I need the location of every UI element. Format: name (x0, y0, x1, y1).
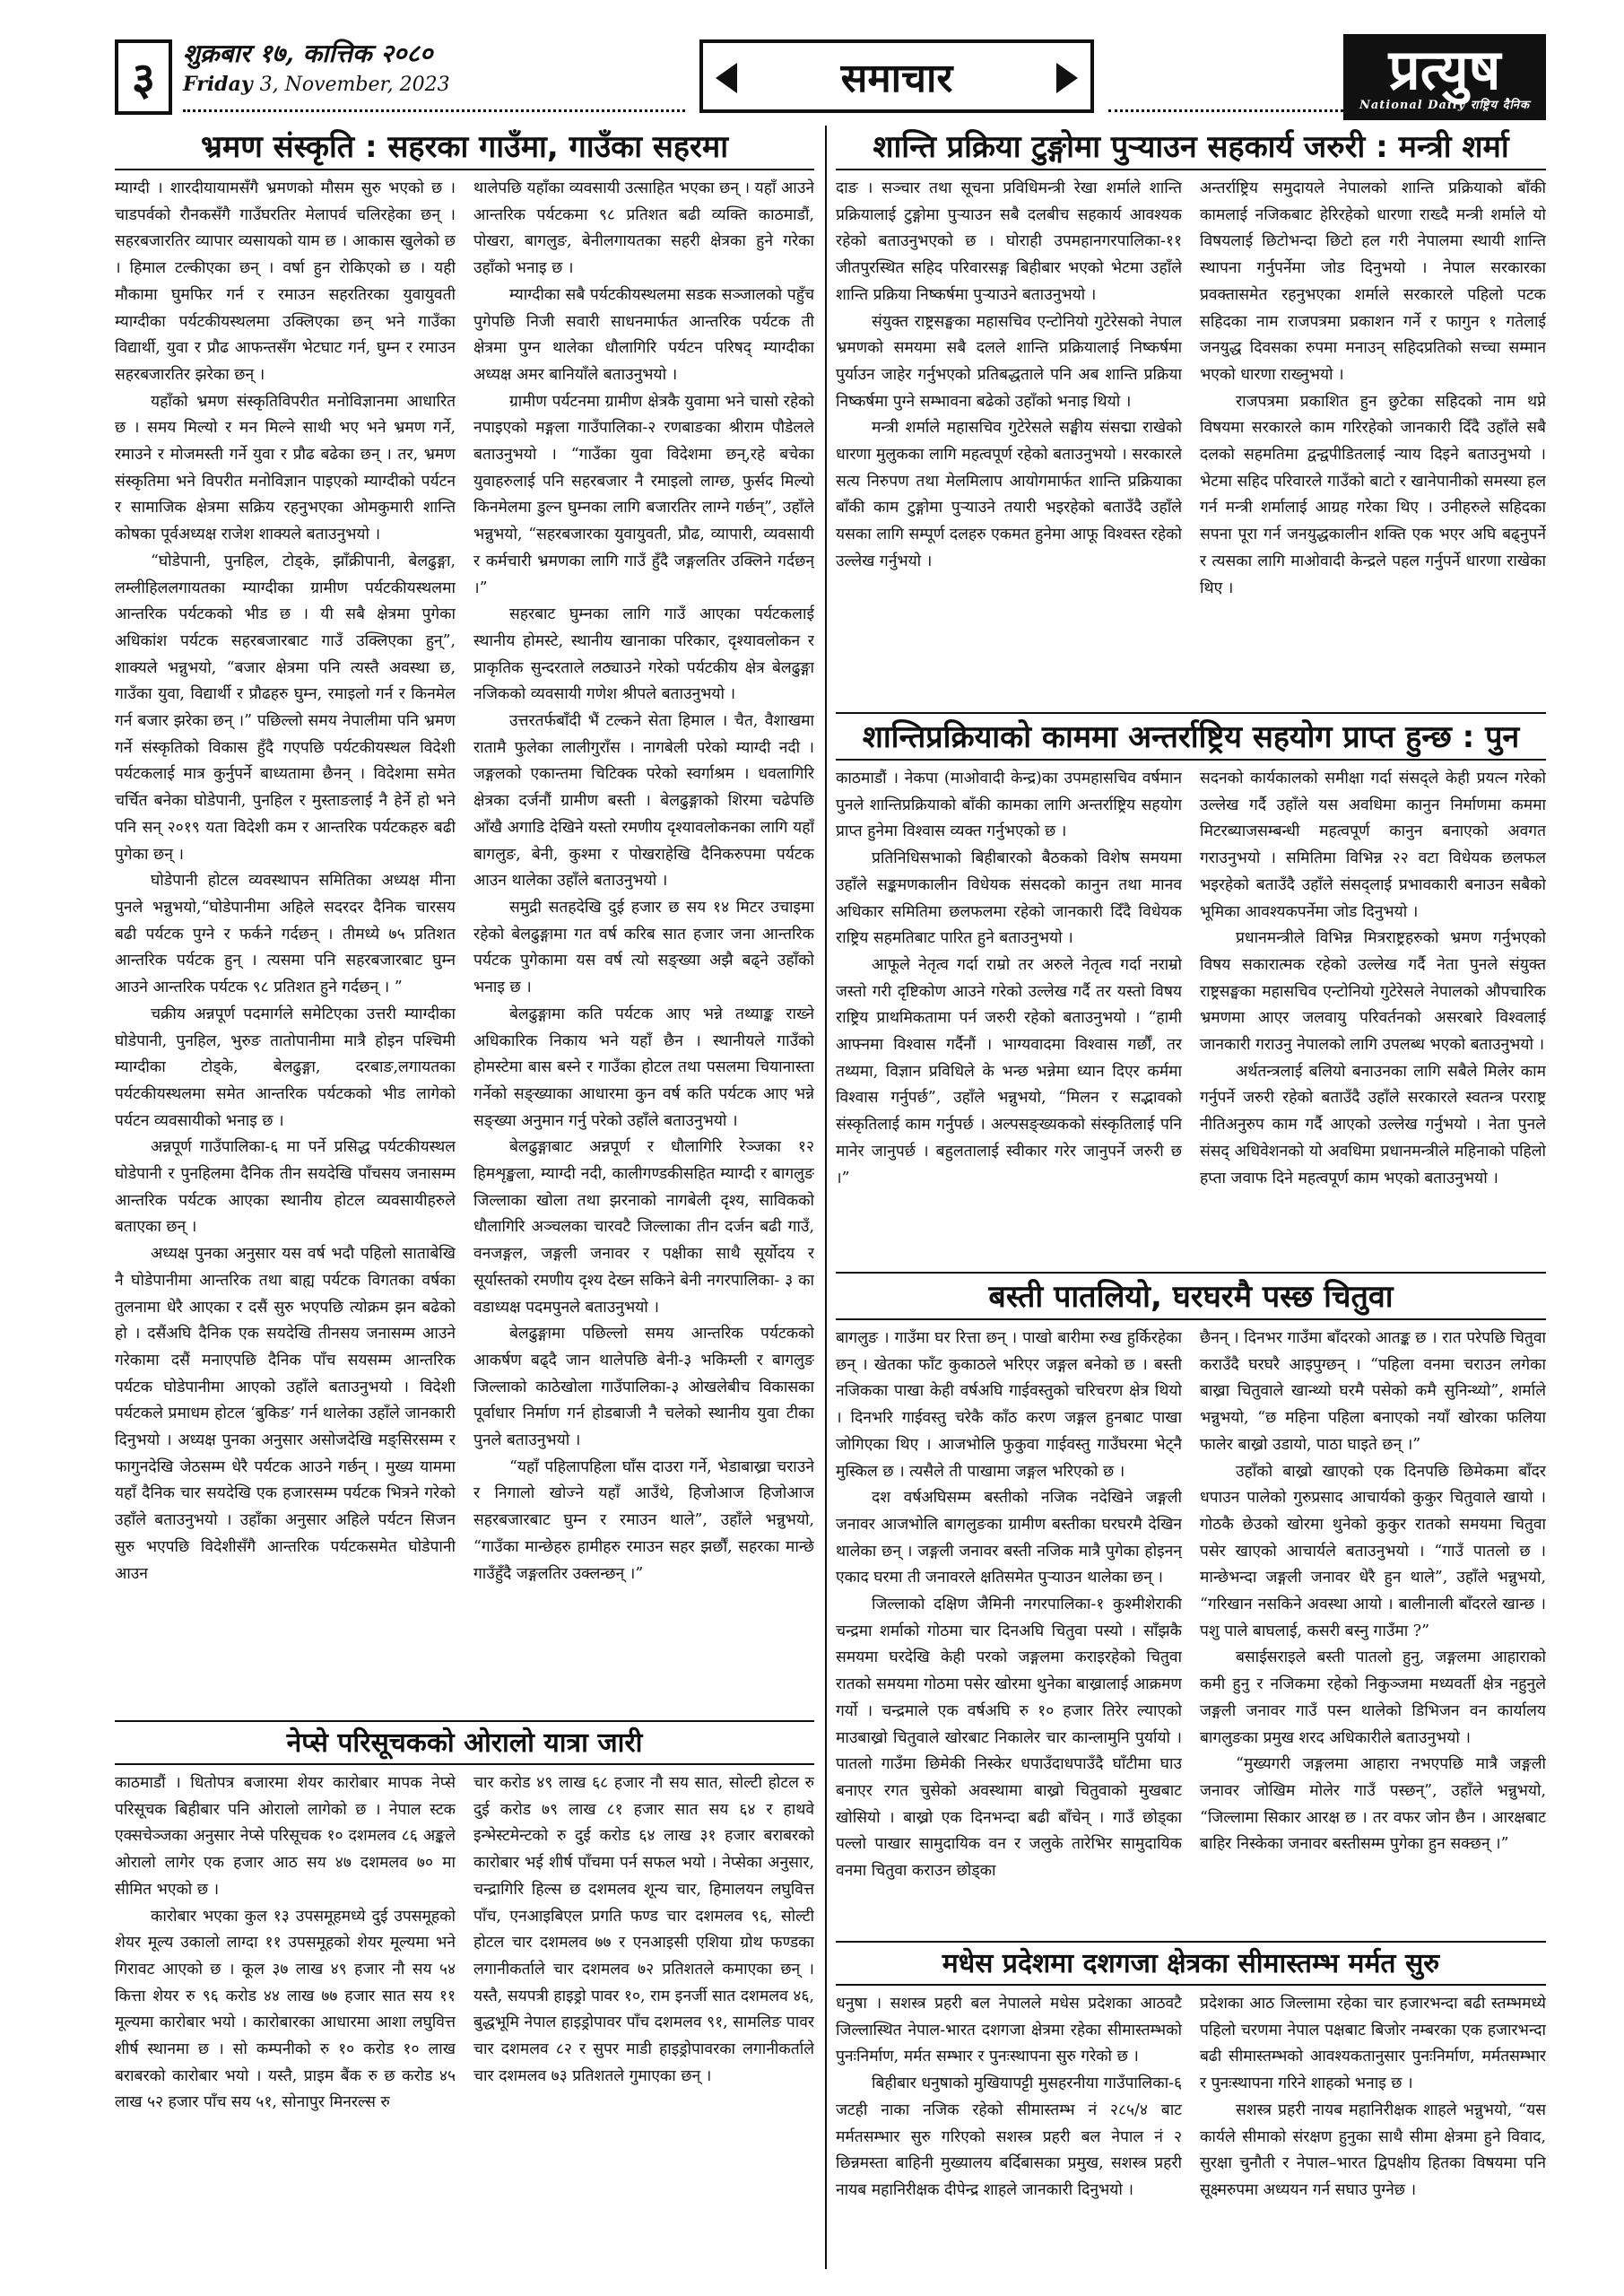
paragraph: घोडेपानी होटल व्यवस्थापन समितिका अध्यक्ष मीना पुनले भन्नुभयो,“घोडेपानीमा अहिले सदरदर दैनिक चारसय बढी पर्यटक पुग्ने र फर्कने गर्दछन् । तीमध्ये ७५ प्रतिशत आन्तरिक पर्यटक हुन् । त्यसमा पनि सहरबजारबाट घुम्न आउने आन्तरिक पर्यटक ९८ प्रतिशत हुने गर्दछन् । ” (115, 872, 456, 997)
paragraph: मन्त्री शर्माले महासचिव गुटेरेसले सङ्घीय संसद्मा राखेको धारणा मुलुकका लागि महत्वपूर्ण रहेको बताउनुभयो । सरकारले सत्य निरुपण तथा मेलमिलाप आयोगमार्फत शान्ति प्रक्रियाका बाँकी काम टुङ्गोमा पुऱ्याउने तयारी भइरहेको बताउँदै उहाँले यसका लागि सम्पूर्ण दलहरु एकमत हुनेमा आफू विश्वस्त रहेको उल्लेख गर्नुभयो । (836, 419, 1182, 570)
article-peace (836, 127, 1546, 709)
paragraph: संयुक्त राष्ट्रसङ्घका महासचिव एन्टोनियो गुटेरेसको नेपाल भ्रमणको समयमा सबै दलले शान्ति प्रक्रियालाई निष्कर्षमा पुर्याउन जाहेर गर्नुभएको प्रतिबद्धताले पनि अब शान्ति प्रक्रिया निष्कर्षमा पुग्ने सम्भावना बढेको उहाँको भनाइ थियो । (836, 312, 1182, 411)
masthead (115, 34, 1546, 124)
paragraph: अध्यक्ष पुनका अनुसार यस वर्ष भदौ पहिलो साताबेखि नै घोडेपानीमा आन्तरिक तथा बाह्य पर्यटक विगतका वर्षका तुलनामा धेरै आएका र दसैं सुरु भएपछि त्योक्रम झन बढेको हो । दसैंअघि दैनिक एक सयदेखि तीनसय जनासम्म आउने गरेकामा दसैं मनाएपछि दैनिक पाँच सयसम्म आन्तरिक पर्यटक घोडेपानीमा आएको उहाँले बताउनुभयो । विदेशी पर्यटकले प्रमाधम होटल ‘बुकिङ’ गर्न थालेका उहाँले जानकारी दिनुभयो । अध्यक्ष पुनका अनुसार असोजदेखि मङ्सिरसम्म र फागुनदेखि जेठसम्म धेरै पर्यटक आउने गर्छन् । मुख्य याममा यहाँ दैनिक चार सयदेखि एक हजारसम्म पर्यटक भित्रने गरेको उहाँले बताउनुभयो । उहाँका अनुसार अहिले पर्यटन सिजन सुरु भएपछि विदेशीसँगै आन्तरिक पर्यटकसमेत घोडेपानी आउन (115, 1245, 456, 1583)
paragraph: सशस्त्र प्रहरी नायब महानिरीक्षक शाहले भन्नुभयो, “यस कार्यले सीमाको संरक्षण हुनुका साथै सीमा क्षेत्रमा हुने विवाद, सुरक्षा चुनौती र नेपाल–भारत द्विपक्षीय हितका विषयमा पनि सूक्ष्मरुपमा अध्ययन गर्न सघाउ पुग्नेछ । (1200, 2100, 1546, 2199)
article-leopard (836, 1272, 1546, 1931)
article-headline: बस्ती पातलियो, घरघरमै पस्छ चितुवा (988, 1279, 1394, 1315)
paragraph: आफूले नेतृत्व गर्दा राम्रो तर अरुले नेतृत्व गर्दा नराम्रो जस्तो गरी दृष्टिकोण आउने गरेको उल्लेख गर्दै तर यस्तो विषय राष्ट्रिय प्राथमिकतामा पर्न जरुरी रहेको बताउनुभयो । “हामी आफ्नमा विश्वास गर्दैनौं । भाग्यवादमा विश्वास गर्छौं, तर तथ्यमा, विज्ञान प्रविधिले के भन्छ भन्नेमा ध्यान दिएर कर्ममा विश्वास गर्नुपर्छ”, उहाँले भन्नुभयो, “मिलन र सद्भावको संस्कृतिलाई काम गर्नुपर्छ । अल्पसङ्ख्यकको संस्कृतिलाई पनि मानेर जानुपर्छ । बहुलतालाई स्वीकार गरेर जानुपर्ने जरुरी छ ।” (836, 955, 1182, 1187)
paragraph: अन्नपूर्ण गाउँपालिका-६ मा पर्ने प्रसिद्ध पर्यटकीयस्थल घोडेपानी र पुनहिलमा दैनिक तीन सयदेखि पाँचसय जनासम्म आन्तरिक पर्यटक आएका स्थानीय होटल व्यवसायीहरुले बताएका छन् । (115, 1138, 456, 1237)
article-column (1200, 1326, 1546, 1931)
date-nepali: शुक्रबार १७, कात्तिक २०८० (183, 39, 433, 68)
paragraph: जिल्लाको दक्षिण जैमिनी नगरपालिका-१ कुश्मीशेराकी चन्द्रमा शर्माको गोठमा चार दिनअघि चितुवा पस्यो । साँझकै समयमा घरदेखि केही परको जङ्गलमा कराइरहेको चितुवा रातको समयमा गोठमा पसेर खोरमा थुनेका बाख्रालाई आक्रमण गर्यो । चन्द्रमाले एक वर्षअघि रु १० हजार तिरेर ल्याएको माउबाख्रो चितुवाले खोरबाट निकालेर चार कान्लामुनि पुर्यायो । पातलो गाउँमा छिमेकी निस्केर धपाउँदाधपाउँदै घाँटीमा घाउ बनाएर रगत चुसेको अवस्थामा बाख्रो चितुवाको मुखबाट खोसियो । बाख्रो एक दिनभन्दा बढी बाँचेन् । गाउँ छोड्का पल्लो पाखार सामुदायिक वन र जलुके तारेभिर सामुदायिक वनमा चितुवा कराउन छोड्का (836, 1596, 1182, 1881)
article-headline: मधेस प्रदेशमा दशगजा क्षेत्रका सीमास्तम्भ मर्मत सुरु (942, 1948, 1440, 1979)
logo-text: प्रत्युष (1388, 37, 1501, 102)
article-column (1200, 176, 1546, 709)
section-title: समाचार (840, 56, 953, 101)
paragraph: “यहाँ पहिलापहिला घाँस दाउरा गर्ने, भेडाबाख्रा चराउने र निगालो खोज्ने यहाँ आउँथे, हिजोआज हिजोआज सहरबजारबाट घुम्न र रमाउन थाले”, उहाँले भन्नुभयो, “गाउँका मान्छेहरु हामीहरु रमाउन सहर झर्छौं, सहरका मान्छे गाउँहुँदै जङ्गलतिर उक्लन्छन् ।” (473, 1457, 814, 1583)
paragraph: दाङ । सञ्चार तथा सूचना प्रविधिमन्त्री रेखा शर्माले शान्ति प्रक्रियालाई टुङ्गोमा पुऱ्याउन सबै दलबीच सहकार्य आवश्यक रहेको बताउनुभएको छ । घोराही उपमहानगरपालिका-११ जीतपुरस्थित सहिद परिवारसङ्ग बिहीबार भएको भेटमा उहाँले शान्ति प्रक्रिया निष्कर्षमा पुऱ्याउने बताउनुभयो । (836, 179, 1182, 304)
paragraph: यहाँको भ्रमण संस्कृतिविपरीत मनोविज्ञानमा आधारित छ । समय मिल्यो र मन मिल्ने साथी भए भने भ्रमण गर्ने, रमाउने र मोजमस्ती गर्ने युवा र प्रौढ बढेका छन् । तर, भ्रमण संस्कृतिमा भने विपरीत मनोविज्ञान पाइएको म्याग्दीको पर्यटन र सामाजिक क्षेत्रमा सक्रिय रहनुभएका ओमकुमारी शान्ति कोषका पूर्वअध्यक्ष राजेश शाक्यले बताउनुभयो । (115, 392, 456, 544)
left-arrow-icon (716, 63, 737, 93)
section-rule (836, 1941, 1546, 1943)
date-english-day: Friday (183, 73, 253, 96)
section-rule (115, 1720, 814, 1722)
article-column (836, 766, 1182, 1277)
paragraph: बेलढुङ्गाबाट अन्नपूर्ण र धौलागिरि रेञ्जका १२ हिमशृङ्खला, म्याग्दी नदी, कालीगण्डकीसहित म्याग्दी र बागलुङ जिल्लाका खोला तथा झरनाको नागबेली दृश्य, साविकको धौलागिरि अञ्चलका चारवटै जिल्लाका तीन दर्जन बढी गाउँ, वनजङ्गल, जङ्गली जनावर र पक्षीका साथै सूर्योदय र सूर्यास्तको रमणीय दृश्य देख्न सकिने बेनी नगरपालिका- ३ का वडाध्यक्ष पदमपुनले बताउनुभयो । (473, 1138, 814, 1317)
article-column (836, 176, 1182, 709)
paragraph: प्रधानमन्त्रीले विभिन्न मित्रराष्ट्रहरुको भ्रमण गर्नुभएको विषय सकारात्मक रहेको उल्लेख गर्दै नेता पुनले संयुक्त राष्ट्रसङ्घका महासचिव एन्टोनियो गुटेरेसले नेपालको औपचारिक भ्रमणमा आएर जलवायु परिवर्तनको असरबारे विश्वलाई जानकारी गराउनु नेपालको लागि उपलब्ध भएको बताउनुभयो । (1200, 929, 1546, 1055)
paragraph: प्रदेशका आठ जिल्लामा रहेका चार हजारभन्दा बढी स्तम्भमध्ये पहिलो चरणमा नेपाल पक्षबाट बिजोर नम्बरका एक हजारभन्दा बढी सीमास्तम्भको आवश्यकतानुसार पुनःनिर्माण, मर्मतसम्भार र पुनःस्थापना गरिने शाहको भनाइ छ । (1200, 1995, 1546, 2093)
article-headline: शान्तिप्रक्रियाको काममा अन्तर्राष्ट्रिय सहयोग प्राप्त हुन्छ : पुन (862, 719, 1520, 755)
headline-rule (836, 759, 1546, 761)
paragraph: बसाईसराइले बस्ती पातलो हुनु, जङ्गलमा आहाराको कमी हुनु र नजिकमा रहेको निकुञ्जमा मध्यवर्ती क्षेत्र नहुनुले जङ्गली जनावर गाउँ पस्न थालेको डिभिजन वन कार्यालय बागलुङका प्रमुख शरद अधिकारीले बताउनुभयो । (1200, 1648, 1546, 1747)
paragraph: दश वर्षअघिसम्म बस्तीको नजिक नदेखिने जङ्गली जनावर आजभोलि बागलुङका ग्रामीण बस्तीका घरघरमै देखिन थालेका छन् । जङ्गली जनावर बस्ती नजिक मात्रै पुगेका होइनन् एकाद घरमा ती जनावरले क्षतिसमेत पुऱ्याउन थालेका छन् । (836, 1489, 1182, 1587)
paragraph: “घोडेपानी, पुनहिल, टोड्के, झाँक्रीपानी, बेलढुङ्गा, लम्लीहिललगायतका म्याग्दीका ग्रामीण पर्यटकीयस्थलमा आन्तरिक पर्यटकको भीड छ । यी सबै क्षेत्रमा पुगेका अधिकांश पर्यटक सहरबजारबाट गाउँ उक्लिएका हुन्”, शाक्यले भन्नुभयो, “बजार क्षेत्रमा पनि त्यस्तै अवस्था छ, गाउँका युवा, विद्यार्थी र प्रौढहरु घुम्न, रमाइलो गर्न र किनमेल गर्न बजार झरेका छन् ।” पछिल्लो समय नेपालीमा पनि भ्रमण गर्ने संस्कृतिको विकास हुँदै गएपछि पर्यटकीयस्थल विदेशी पर्यटकलाई मात्र कुर्नुपर्ने बाध्यतामा छैनन् । विदेशमा समेत चर्चित बनेका घोडेपानी, पुनहिल र मुस्ताङलाई नै हेर्ने हो भने पनि सन् २०१९ यता विदेशी कम र आन्तरिक पर्यटकहरु बढी पुगेका छन् । (115, 552, 456, 864)
headline-rule (836, 1318, 1546, 1320)
article-headline: नेप्से परिसूचकको ओरालो यात्रा जारी (286, 1727, 643, 1759)
paragraph: अर्थतन्त्रलाई बलियो बनाउनका लागि सबैले मिलेर काम गर्नुपर्ने जरुरी रहेको बताउँदै उहाँले सरकारले स्वतन्त्र परराष्ट्र नीतिअनुरुप काम गर्दै आएको उल्लेख गर्नुभयो । नेता पुनले संसद् अधिवेशनको यो अवधिमा प्रधानमन्त्रीले महिनाको पहिलो हप्ता जवाफ दिने महत्वपूर्ण काम भएको बताउनुभयो । (1200, 1062, 1546, 1187)
date-block (183, 38, 506, 100)
article-column (473, 1770, 814, 2259)
headline-rule (115, 1763, 814, 1765)
logo-subtitle: National Daily राष्ट्रिय दैनिक (1359, 99, 1531, 112)
article-column (836, 1326, 1182, 1931)
paragraph: छैनन् । दिनभर गाउँमा बाँदरको आतङ्क छ । रात परेपछि चितुवा कराउँदै घरघरै आइपुग्छन् । “पहिला वनमा चराउन लगेका बाख्रा चितुवाले खान्थ्यो घरमै पसेको कमै सुनिन्थ्यो”, शर्माले भन्नुभयो, “छ महिना पहिला बनाएको नयाँ खोरका फलिया फालेर बाख्रो उडायो, पाठा घाइते छन् ।” (1200, 1329, 1546, 1454)
date-english-line (183, 70, 506, 100)
article-headline: भ्रमण संस्कृति : सहरका गाउँमा, गाउँका सहरमा (200, 129, 729, 165)
headline-rule (836, 1984, 1546, 1986)
article-headline: शान्ति प्रक्रिया टुङ्गोमा पुऱ्याउन सहकार्य जरुरी : मन्त्री शर्मा (873, 129, 1509, 165)
paragraph: काठमाडौं । नेकपा (माओवादी केन्द्र)का उपमहासचिव वर्षमान पुनले शान्तिप्रक्रियाको बाँकी कामका लागि अन्तर्राष्ट्रिय सहयोग प्राप्त हुनेमा विश्वास व्यक्त गर्नुभएको छ । (836, 770, 1182, 841)
section-rule (836, 1272, 1546, 1274)
paragraph: बेलढुङ्गामा पछिल्लो समय आन्तरिक पर्यटकको आकर्षण बढ्दै जान थालेपछि बेनी-३ भकिम्ली र बागलुङ जिल्लाको काठेखोला गाउँपालिका-३ ओखलेबीच विकासका पूर्वाधार निर्माण गर्न होडबाजी नै चलेको स्थानीय युवा टीका पुनले बताउनुभयो । (473, 1325, 814, 1450)
date-english: 3, November, 2023 (259, 74, 450, 96)
right-arrow-icon (1056, 63, 1078, 93)
paragraph: थालेपछि यहाँका व्यवसायी उत्साहित भएका छन् । यहाँ आउने आन्तरिक पर्यटकमा ९८ प्रतिशत बढी व्यक्ति काठमाडौं, पोखरा, बागलुङ, बेनीलगायतका सहरी क्षेत्रका हुने गरेका उहाँको भनाइ छ । (473, 179, 814, 278)
article-column (115, 176, 456, 1718)
paragraph: राजपत्रमा प्रकाशित हुन छुटेका सहिदको नाम थप्ने विषयमा सरकारले काम गरिरहेको जानकारी दिँदै उहाँले सबै दलको सहमतिमा द्वन्द्वपीडितलाई न्याय दिइने बताउनुभयो । भेटमा सहिद परिवारले गाउँको बाटो र खानेपानीको समस्या हल गर्न मन्त्री शर्मालाई आग्रह गरेका थिए । उनीहरुले सहिदका सपना पूरा गर्न जनयुद्धकालीन शक्ति एक भएर अघि बढ्नुपर्ने र त्यसका लागि माओवादी केन्द्रले पहल गर्नुपर्ने धारणा राखेका थिए । (1200, 392, 1546, 597)
paragraph: सहरबाट घुम्नका लागि गाउँ आएका पर्यटकलाई स्थानीय होमस्टे, स्थानीय खानाका परिकार, दृश्यावलोकन र प्राकृतिक सुन्दरताले लठ्याउने गरेको पर्यटकीय क्षेत्र बेलढुङ्गा नजिकको व्यवसायी गणेश श्रीपले बताउनुभयो । (473, 605, 814, 704)
section-rule (836, 712, 1546, 714)
article-column (115, 1770, 456, 2259)
paragraph: उहाँको बाख्रो खाएको एक दिनपछि छिमेकमा बाँदर धपाउन पालेको गुरुप्रसाद आचार्यको कुकुर चितुवाले खायो । गोठकै छेउको खोरमा थुनेको कुकुर रातको समयमा चितुवा पसेर खाएको आचार्यले बताउनुभयो । “गाउँ पातलो छ । मान्छेभन्दा जङ्गली जनावर धेरै हुन थाले”, उहाँले भन्नुभयो, “गरिखान नसकिने अवस्था आयो । बालीनाली बाँदरले खान्छ । पशु पाले बाघलाई, कसरी बस्नु गाउँमा ?” (1200, 1462, 1546, 1640)
paragraph: धनुषा । सशस्त्र प्रहरी बल नेपालले मधेस प्रदेशका आठवटै जिल्लास्थित नेपाल-भारत दशगजा क्षेत्रमा रहेका सीमास्तम्भको पुनःनिर्माण, मर्मत सम्भार र पुनःस्थापना सुरु गरेको छ । (836, 1995, 1182, 2066)
article-column (1200, 1991, 1546, 2269)
paragraph: म्याग्दीका सबै पर्यटकीयस्थलमा सडक सञ्जालको पहुँच पुगेपछि निजी सवारी साधनमार्फत आन्तरिक पर्यटक ती क्षेत्रमा पुग्न थालेका धौलागिरि पर्यटन परिषद् म्याग्दीका अध्यक्ष अमर बानियाँले बताउनुभयो । (473, 285, 814, 384)
paragraph: बिहीबार धनुषाको मुखियापट्टी मुसहरनीया गाउँपालिका-६ जटही नाका नजिक रहेको सीमास्तम्भ नं २८५/४ बाट मर्मतसम्भार सुरु गरिएको सशस्त्र प्रहरी बल नेपाल नं २ छिन्नमस्ता बाहिनी मुख्यालय बर्दिबासका प्रमुख, सशस्त्र प्रहरी नायब महानिरीक्षक दीपेन्द्र शाहले जानकारी दिनुभयो । (836, 2074, 1182, 2199)
article-nepse (115, 1720, 814, 2259)
newspaper-logo (1343, 34, 1546, 120)
paragraph: बागलुङ । गाउँमा घर रित्ता छन् । पाखो बारीमा रुख हुर्किरहेका छन् । खेतका फाँट कुकाठले भरिएर जङ्गल बनेको छ । बस्ती नजिकका पाखा केही वर्षअघि गाईवस्तुको चरिचरण क्षेत्र थियो । दिनभरि गाईवस्तु चरेकै काँठ करण जङ्गल हुनबाट पाखा जोगिएका थिए । आजभोलि फुकुवा गाईवस्तु गाउँघरमा भेट्नै मुस्किल छ । त्यसैले ती पाखामा जङ्गल भरिएको छ । (836, 1329, 1182, 1481)
paragraph: बेलढुङ्गामा कति पर्यटक आए भन्ने तथ्याङ्क राख्ने अधिकारिक निकाय भने यहाँ छैन । स्थानीयले गाउँको होमस्टेमा बास बस्ने र गाउँका होटल तथा पसलमा चियानास्ता गर्नेको सङ्ख्याका आधारमा कुन वर्ष कति पर्यटक आए भन्ने सङ्ख्या अनुमान गर्नु परेको उहाँले बताउनुभयो । (473, 1004, 814, 1130)
paragraph: समुद्री सतहदेखि दुई हजार छ सय १४ मिटर उचाइमा रहेको बेलढुङ्गामा गत वर्ष करिब सात हजार जना आन्तरिक पर्यटक पुगेकामा यस वर्ष त्यो सङ्ख्या अझै बढ्ने उहाँको भनाइ छ । (473, 898, 814, 997)
article-tourism (115, 127, 814, 1718)
article-pillars (836, 1941, 1546, 2269)
paragraph: ग्रामीण पर्यटनमा ग्रामीण क्षेत्रकै युवामा भने चासो रहेको नपाइएको मङ्गला गाउँपालिका-२ रणबाङका श्रीराम पौडेलले बताउनुभयो । “गाउँका युवा विदेशमा छन्,रहे बचेका युवाहरुलाई पनि सहरबजार नै रमाइलो लाग्छ, फुर्सद मिल्यो किनमेलमा डुल्न घुम्नका लागि बजारतिर लाग्ने गर्छन्”, उहाँले भन्नुभयो, “सहरबजारका युवायुवती, प्रौढ, व्यापारी, व्यवसायी र कर्मचारी भ्रमणका लागि गाउँ हुँदै जङ्गलतिर उक्लिने गर्दछन् ।” (473, 392, 814, 597)
article-column (473, 176, 814, 1718)
paragraph: उत्तरतर्फबाँदी भैं टल्कने सेता हिमाल । चैत, वैशाखमा रातामै फुलेका लालीगुराँस । नागबेली परेको म्याग्दी नदी । जङ्गलको एकान्तमा चिटिक्क परेको स्वर्गाश्रम । धवलागिरि क्षेत्रका दर्जनौं ग्रामीण बस्ती । बेलढुङ्गाको शिरमा चढेपछि आँखै अगाडि देखिने यस्तो रमणीय दृश्यावलोकनका लागि यहाँ बागलुङ, बेनी, कुश्मा र पोखराहेखि दैनिकरुपमा पर्यटक आउन थालेका उहाँले बताउनुभयो । (473, 712, 814, 891)
headline-rule (836, 169, 1546, 170)
headline-rule (115, 169, 814, 170)
paragraph: प्रतिनिधिसभाको बिहीबारको बैठकको विशेष समयमा उहाँले सङ्कमणकालीन विधेयक संसदको कानुन तथा मानव अधिकार समितिमा छलफलमा रहेको जानकारी दिँदै विधेयक राष्ट्रिय सहमतिबाट पारित हुने बताउनुभयो । (836, 849, 1182, 948)
paragraph: म्याग्दी । शारदीयायामसँगै भ्रमणको मौसम सुरु भएको छ । चाडपर्वको रौनकसँगै गाउँघरतिर मेलापर्व चलिरहेका छन् । सहरबजारतिर व्यापार व्यसायको याम छ । आकास खुलेको छ । हिमाल टल्कीएका छन् । वर्षा हुन रोकिएको छ । यही मौकामा घुमफिर गर्न र रमाउन सहरतिरका युवायुवती म्याग्दीका पर्यटकीयस्थलमा उक्लिएका छन् भने गाउँका विद्यार्थी, युवा र प्रौढ आफन्तसँग भेटघाट गर्न, घुम्न र रमाउन सहरबजारतिर झरेका छन् । (115, 179, 456, 384)
masthead-divider-left (183, 109, 685, 112)
paragraph: चक्रीय अन्नपूर्ण पदमार्गले समेटिएका उत्तरी म्याग्दीका घोडेपानी, पुनहिल, भुरुङ तातोपानीमा मात्रै होइन पश्चिमी म्याग्दीका टोड्के, बेलढुङ्गा, दरबाङ,लगायतका पर्यटकीयस्थलमा समेत आन्तरिक पर्यटकको भीड लागेको पर्यटन व्यवसायीको भनाइ छ । (115, 1004, 456, 1130)
section-tab (699, 39, 1094, 113)
page-number: ३ (115, 39, 172, 115)
paragraph: अन्तर्राष्ट्रिय समुदायले नेपालको शान्ति प्रक्रियाको बाँकी कामलाई नजिकबाट हेरिरहेको धारणा राख्दै मन्त्री शर्माले यो विषयलाई छिटोभन्दा छिटो हल गरी नेपालमा स्थायी शान्ति स्थापना गर्नुपर्नेमा जोड दिनुभयो । नेपाल सरकारका प्रवक्तासमेत रहनुभएका शर्माले सरकारले पहिलो पटक सहिदका नाम राजपत्रमा प्रकाशन गर्ने र फागुन १ गतेलाई जनयुद्ध दिवसका रुपमा मनाउन् सहिदप्रतिको सच्चा सम्मान भएको धारणा राख्नुभयो । (1200, 179, 1546, 384)
article-column (836, 1991, 1182, 2269)
article-column (1200, 766, 1546, 1277)
paragraph: चार करोड ४९ लाख ६८ हजार नौ सय सात, सोल्टी होटल रु दुई करोड ७९ लाख ८१ हजार सात सय ६४ र हाथवे इन्भेस्टमेन्टको रु दुई करोड ६४ लाख ३१ हजार बराबरको कारोबार भई शीर्ष पाँचमा पर्न सफल भयो । नेप्सेका अनुसार, चन्द्रागिरि हिल्स छ दशमलव शून्य चार, हिमालयन लघुवित्त पाँच, एनआइबिएल प्रगति फण्ड चार दशमलव ९६, सोल्टी होटल चार दशमलव ७७ र एनआइसी एशिया ग्रोथ फण्डका लगानीकर्ताले चार दशमलव ७२ प्रतिशतले कमाएका छन् । यस्तै, सयपत्री हाइड्रो पावर १०, राम इनर्जी सात दशमलव ४६, बुद्धभूमि नेपाल हाइड्रोपावर पाँच दशमलव ९१, सामलिङ पावर चार दशमलव ८२ र सुपर माडी हाइड्रोपावरका लगानीकर्ताले चार दशमलव ७३ प्रतिशतले गुमाएका छन् । (473, 1774, 814, 2085)
article-support (836, 712, 1546, 1277)
paragraph: काठमाडौं । धितोपत्र बजारमा शेयर कारोबार मापक नेप्से परिसूचक बिहीबार पनि ओरालो लागेको छ । नेपाल स्टक एक्सचेञ्जका अनुसार नेप्से परिसूचक १० दशमलव ८६ अङ्कले ओरालो लागेर एक हजार आठ सय ४७ दशमलव ७० मा सीमित भएको छ । (115, 1774, 456, 1899)
paragraph: “मुख्यगरी जङ्गलमा आहारा नभएपछि मात्रै जङ्गली जनावर जोखिम मोलेर गाउँ पस्छन्”, उहाँले भन्नुभयो, “जिल्लामा सिकार आरक्ष छ । तर वफर जोन छैन । आरक्षबाट बाहिर निस्केका जनावर बस्तीसम्म पुगेका हुन सक्छन् ।” (1200, 1755, 1546, 1854)
paragraph: कारोबार भएका कुल १३ उपसमूहमध्ये दुई उपसमूहको शेयर मूल्य उकालो लाग्दा ११ उपसमूहको शेयर मूल्यमा भने गिरावट आएको छ । कूल ३७ लाख ४९ हजार नौ सय ५४ कित्ता शेयर रु ९६ करोड ४४ लाख ७७ हजार सात सय ११ मूल्यमा कारोबार भयो । कारोबारका आधारमा आशा लघुवित्त शीर्ष स्थानमा छ । सो कम्पनीको रु १० करोड १० लाख बराबरको कारोबार भयो । यस्तै, प्राइम बैंक रु छ करोड ४५ लाख ५२ हजार पाँच सय ५१, सोनापुर मिनरल्स रु (115, 1907, 456, 2112)
page-column-divider (825, 126, 827, 2269)
paragraph: सदनको कार्यकालको समीक्षा गर्दा संसद्ले केही प्रयत्न गरेको उल्लेख गर्दै उहाँले यस अवधिमा कानुन निर्माणमा कममा मिटरब्याजसम्बन्धी महत्वपूर्ण कानुन बनाएको अवगत गराउनुभयो । समितिमा विभिन्न २२ वटा विधेयक छलफल भइरहेको बताउँदै उहाँले संसद्लाई प्रभावकारी बनाउन सबैको भूमिका आवश्यकपर्नेमा जोड दिनुभयो । (1200, 770, 1546, 921)
